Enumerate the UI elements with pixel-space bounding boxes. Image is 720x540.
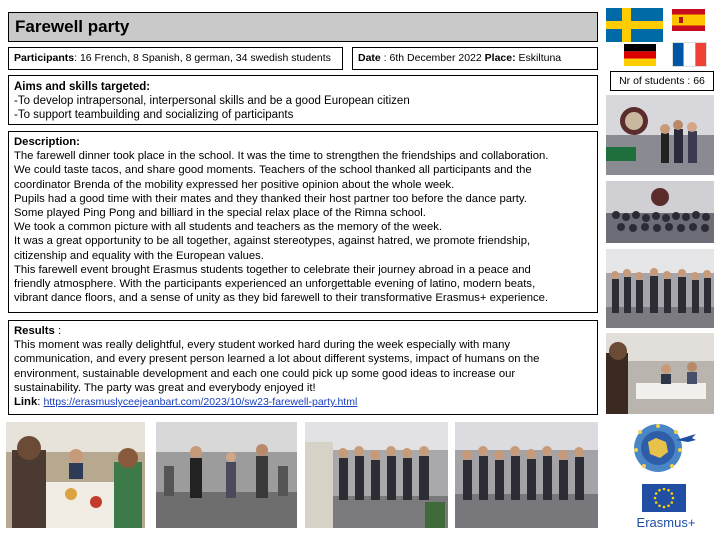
aims-box	[8, 75, 598, 125]
photo-billiard-room	[606, 95, 714, 175]
participants-box	[8, 47, 343, 70]
spain-flag-icon	[672, 9, 705, 31]
description-line: friendly atmosphere. With the participants experienced an unforgettable evening of latino, modern beats,	[14, 278, 536, 291]
description-line: We could taste tacos, and share good moments. Teachers of the school thanked all participants and the	[14, 164, 532, 177]
participants-label: Participants	[14, 52, 75, 64]
results-line: sustainability. The party was great and everybody enjoyed it!	[14, 381, 316, 394]
link-label: Link	[14, 396, 38, 409]
results-heading: Results	[14, 325, 55, 337]
eu-flag-icon	[642, 484, 686, 512]
place-label: Place:	[484, 52, 516, 64]
description-line: The farewell dinner took place in the school. It was the time to strengthen the friendships and collaboration.	[14, 150, 549, 163]
description-line: citizenship and equality with the European values.	[14, 249, 264, 262]
link-separator: :	[37, 396, 44, 409]
results-heading-suffix: :	[54, 325, 62, 337]
place-value: Eskiltuna	[515, 52, 562, 64]
results-line: communication, and every present person learned a lot about different systems, impact of humans on the	[14, 353, 540, 366]
project-logo-icon	[626, 418, 698, 478]
aims-heading: Aims and skills targeted:	[14, 81, 151, 93]
farewell-party-link[interactable]: https://erasmuslyceejeanbart.com/2023/10/sw23-farewell-party.html	[43, 396, 358, 409]
photo-group-dance	[305, 422, 448, 528]
description-box	[8, 131, 598, 313]
results-line: This moment was really delightful, every student worked hard during the week especially with many	[14, 339, 511, 352]
students-count: Nr of students : 66	[619, 75, 705, 87]
results-line: environment, sustainable development and each one could pick up some good ideas to increase our	[14, 367, 516, 380]
description-line: coordinator Brenda of the mobility expressed her positive opinion about the whole week.	[14, 178, 455, 191]
results-box	[8, 320, 598, 415]
description-line: This farewell event brought Erasmus students together to celebrate their journey abroad in a peace and	[14, 263, 531, 276]
description-line: It was a great opportunity to be all together, against stereotypes, against hatred, we promote friendship,	[14, 235, 531, 248]
sweden-flag-icon	[606, 8, 663, 42]
date-value: : 6th December 2022	[380, 52, 485, 64]
students-count-box	[610, 71, 714, 91]
description-line: Pupils had a good time with their mates and they thanked their host partner too before the dance party.	[14, 192, 527, 205]
description-line: We took a common picture with all students and teachers as the memory of the week.	[14, 221, 443, 234]
description-line: vibrant dance floors, and a sense of unity as they bid farewell to their transformative Erasmus+ experience.	[14, 292, 549, 305]
germany-flag-icon	[624, 44, 656, 66]
page-title: Farewell party	[15, 17, 130, 36]
photo-circle-dance	[455, 422, 598, 528]
photo-dinner-table	[606, 333, 714, 414]
france-flag-icon	[672, 42, 707, 67]
aims-line: -To support teambuilding and socializing of participants	[14, 109, 294, 121]
description-line: Some played Ping Pong and billiard in the special relax place of the Rimna school.	[14, 207, 426, 220]
description-heading: Description:	[14, 136, 80, 148]
photo-dance-floor	[606, 249, 714, 328]
aims-line: -To develop intrapersonal, interpersonal skills and be a good European citizen	[14, 95, 410, 107]
photo-dinner-students	[6, 422, 145, 528]
title-banner	[8, 12, 598, 42]
date-box	[352, 47, 598, 70]
date-label: Date	[358, 52, 381, 64]
participants-value: : 16 French, 8 Spanish, 8 german, 34 swedish students	[74, 52, 331, 64]
photo-dancing-hall	[156, 422, 297, 528]
photo-group-picture	[606, 181, 714, 243]
erasmus-logo-text: Erasmus+	[636, 515, 696, 530]
